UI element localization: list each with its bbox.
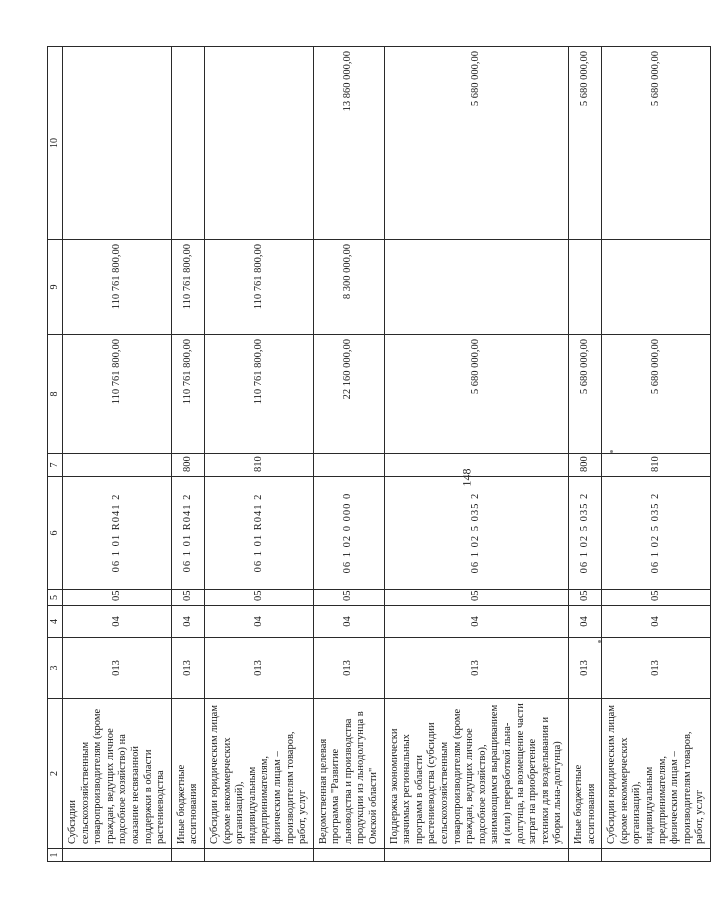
- header-cell: 2: [48, 699, 63, 849]
- header-cell: 4: [48, 606, 63, 638]
- expense-type-code: 800: [568, 454, 601, 477]
- subsection-code: 05: [313, 590, 384, 606]
- amount-total: 110 761 800,00: [204, 335, 313, 454]
- section-code: 04: [171, 606, 204, 638]
- section-code: 04: [568, 606, 601, 638]
- expense-type-code: 810: [204, 454, 313, 477]
- amount-total: 110 761 800,00: [171, 335, 204, 454]
- section-code: 04: [204, 606, 313, 638]
- row-name: Иные бюджетные ассигнования: [568, 699, 601, 849]
- amount-col9: 110 761 800,00: [63, 240, 172, 335]
- target-article-code: 06 1 01 R041 2: [63, 477, 172, 590]
- section-code: 04: [63, 606, 172, 638]
- amount-total: 5 680 000,00: [384, 335, 568, 454]
- row-name: Иные бюджетные ассигнования: [171, 699, 204, 849]
- header-cell: 1: [48, 849, 63, 862]
- row-marker-cell: [602, 849, 711, 862]
- amount-col10: [171, 47, 204, 240]
- page-number: 148: [459, 468, 474, 487]
- scan-dot: [610, 450, 613, 453]
- admin-code: 013: [171, 638, 204, 699]
- admin-code: 013: [204, 638, 313, 699]
- table-row: [384, 47, 568, 862]
- scan-dot: [598, 640, 601, 643]
- table-row: [63, 47, 172, 862]
- expense-type-code: [384, 454, 568, 477]
- admin-code: 013: [384, 638, 568, 699]
- row-name: Субсидии юридическим лицам (кроме некоммерческих организаций), индивидуальным предпринимателям, физическим лицам – производителям товаров, работ, услуг: [204, 699, 313, 849]
- header-cell: 5: [48, 590, 63, 606]
- subsection-code: 05: [63, 590, 172, 606]
- budget-table-container: [47, 47, 706, 862]
- target-article-code: 06 1 01 R041 2: [171, 477, 204, 590]
- amount-total: 110 761 800,00: [63, 335, 172, 454]
- expense-type-code: [63, 454, 172, 477]
- expense-type-code: 800: [171, 454, 204, 477]
- subsection-code: 05: [602, 590, 711, 606]
- table-row: [171, 47, 204, 862]
- subsection-code: 05: [204, 590, 313, 606]
- subsection-code: 05: [568, 590, 601, 606]
- table-row: [602, 47, 711, 862]
- header-cell: 7: [48, 454, 63, 477]
- amount-col10: 5 680 000,00: [602, 47, 711, 240]
- amount-col9: [384, 240, 568, 335]
- table-row: [568, 47, 601, 862]
- target-article-code: 06 1 02 5 035 2: [568, 477, 601, 590]
- section-code: 04: [313, 606, 384, 638]
- target-article-code: 06 1 02 0 000 0: [313, 477, 384, 590]
- budget-table: [47, 46, 711, 862]
- admin-code: 013: [602, 638, 711, 699]
- row-marker-cell: [313, 849, 384, 862]
- admin-code: 013: [63, 638, 172, 699]
- header-cell: 10: [48, 47, 63, 240]
- row-marker-cell: [171, 849, 204, 862]
- row-marker-cell: [204, 849, 313, 862]
- admin-code: 013: [568, 638, 601, 699]
- amount-col10: 5 680 000,00: [384, 47, 568, 240]
- amount-col10: 5 680 000,00: [568, 47, 601, 240]
- row-name: Поддержка экономически значимых региональных программ в области растениеводства (субсидии сельскохозяйственным товаропроизводителям (кроме граждан, ведущих личное подсобное хозяйство), занимающимся выращиванием и (или) переработкой льна-долгунца, на возмещение части затрат на приобретение техники для возделывания и уборки льна-долгунца): [384, 699, 568, 849]
- row-marker-cell: [63, 849, 172, 862]
- header-row: [48, 47, 63, 862]
- row-marker-cell: [384, 849, 568, 862]
- amount-col9: 110 761 800,00: [204, 240, 313, 335]
- target-article-code: 06 1 01 R041 2: [204, 477, 313, 590]
- subsection-code: 05: [384, 590, 568, 606]
- admin-code: 013: [313, 638, 384, 699]
- target-article-code: 06 1 02 5 035 2: [384, 477, 568, 590]
- amount-col10: [204, 47, 313, 240]
- amount-col10: [63, 47, 172, 240]
- amount-col9: [602, 240, 711, 335]
- amount-total: 5 680 000,00: [602, 335, 711, 454]
- expense-type-code: [313, 454, 384, 477]
- section-code: 04: [384, 606, 568, 638]
- amount-col10: 13 860 000,00: [313, 47, 384, 240]
- header-cell: 3: [48, 638, 63, 699]
- amount-col9: [568, 240, 601, 335]
- table-row: [313, 47, 384, 862]
- amount-total: 22 160 000,00: [313, 335, 384, 454]
- amount-col9: 8 300 000,00: [313, 240, 384, 335]
- section-code: 04: [602, 606, 711, 638]
- header-cell: 6: [48, 477, 63, 590]
- row-name: Ведомственная целевая программа "Развитие льноводства и производства продукции из льнодолгунца в Омской области": [313, 699, 384, 849]
- subsection-code: 05: [171, 590, 204, 606]
- expense-type-code: 810: [602, 454, 711, 477]
- target-article-code: 06 1 02 5 035 2: [602, 477, 711, 590]
- row-marker-cell: [568, 849, 601, 862]
- table-row: [204, 47, 313, 862]
- header-cell: 8: [48, 335, 63, 454]
- amount-total: 5 680 000,00: [568, 335, 601, 454]
- row-name: Субсидии юридическим лицам (кроме некоммерческих организаций), индивидуальным предпринимателям, физическим лицам – производителям товаров, работ, услуг: [602, 699, 711, 849]
- header-cell: 9: [48, 240, 63, 335]
- row-name: Субсидии сельскохозяйственным товаропроизводителям (кроме граждан, ведущих личное подсобное хозяйство) на оказание несвязанной поддержки в области растениеводства: [63, 699, 172, 849]
- amount-col9: 110 761 800,00: [171, 240, 204, 335]
